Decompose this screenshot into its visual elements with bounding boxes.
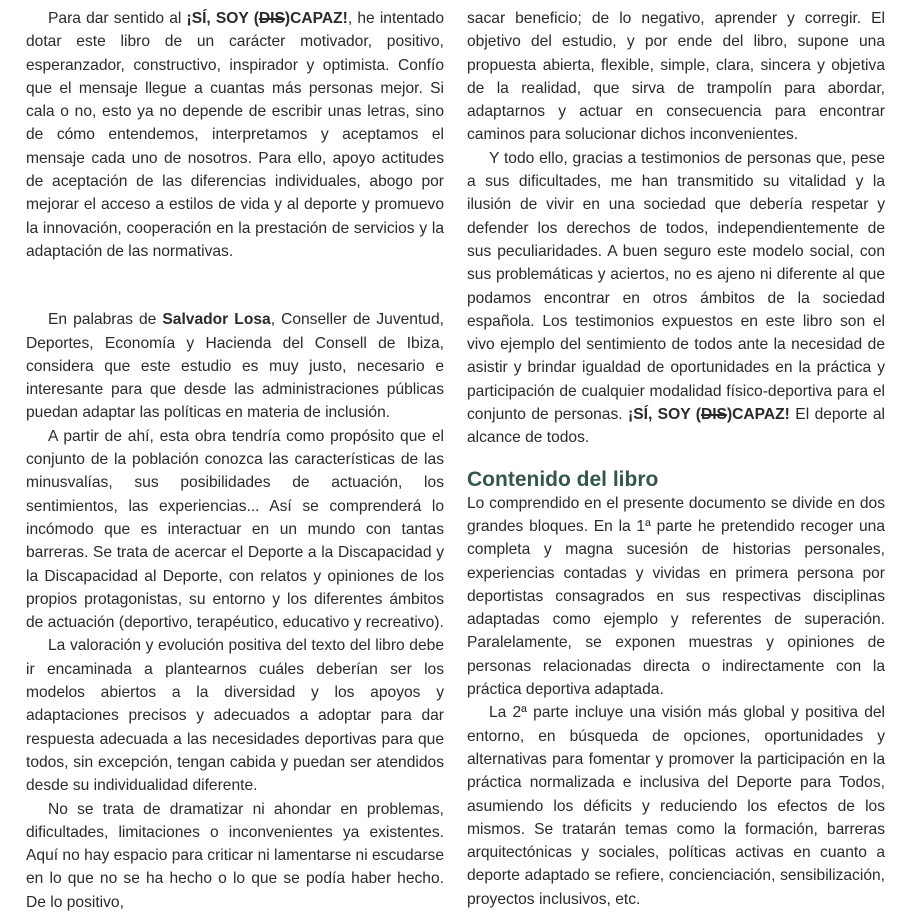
text: Y todo ello, gracias a testimonios de personas que, pese a sus dificultades, me han transmitido su vitalidad y la ilusión de vivir en una sociedad que debería respetar y defender los derechos de todos, independientemente de sus peculiaridades. A buen seguro este modelo social, con sus problemáticas y aciertos, no es ajeno ni diferente al que podamos encontrar en otros ámbitos de la sociedad española. Los testimonios expuestos en este libro son el vivo ejemplo del sentimiento de todos ante la necesidad de asistir y brindar igualdad de oportunidades en la práctica y participación de cualquier modalidad físico-deportiva para el conjunto de personas. [467, 149, 885, 424]
person-name: Salvador Losa [162, 311, 271, 329]
testimonies-paragraph [467, 147, 885, 450]
purpose-paragraph: A partir de ahí, esta obra tendría como propósito que el conjunto de la población conozca las características de las minusvalías, sus posibilidades de actuación, los sentimientos, las experiencias... Así se comprenderá lo incómodo que es interactuar en un mundo con tantas barreras. Se trata de acercar el Deporte a la Discapacidad y la Discapacidad al Deporte, con relatos y opiniones de los propios protagonistas, su entorno y los diferentes ámbitos de actuación (deportivo, terapéutico, educativo y recreativo). [26, 427, 444, 632]
text: , he intentado dotar este libro de un carácter motivador, positivo, esperanzador, constructivo, inspirador y optimista. Confío que el mensaje llegue a cuantas más personas mejor. Si cala o no, esto ya no depende de escribir unas letras, sino de cómo entendemos, interpretamos y aceptamos el mensaje cada uno de nosotros. Para ello, apoyo actitudes de aceptación de las diferencias individuales, abogo por mejorar el acceso a estilos de vida y al deporte y promuevo la innovación, cooperación en la prestación de servicios y la adaptación de las normativas. [26, 10, 444, 260]
brand-name: ¡SÍ, SOY (DIS)CAPAZ! [186, 10, 348, 27]
brand-name: ¡SÍ, SOY (DIS)CAPAZ! [628, 406, 790, 424]
no-drama-paragraph: No se trata de dramatizar ni ahondar en problemas, dificultades, limitaciones o inconvenientes ya existentes. Aquí no hay espacio para criticar ni lamentarse ni escudarse en lo que no se ha hecho o lo que se podía haber hecho. De lo positivo, [26, 800, 444, 911]
quote-paragraph [26, 308, 444, 424]
intro-paragraph [26, 7, 444, 263]
text: En palabras de [48, 311, 163, 329]
text: El deporte al alcance de todos. [467, 406, 886, 447]
part-two-paragraph: La 2ª parte incluye una visión más global y positiva del entorno, en búsqueda de opciones, oportunidades y alternativas para fomentar y promover la participación en la práctica normalizada e inclusiva del Deporte para Todos, asumiendo los déficits y reduciendo los efectos de los mismos. Se tratarán temas como la formación, barreras arquitectónicas y sociales, políticas activas en cuanto a deporte adaptado se refiere, concienciación, sensibilización, proyectos inclusivos, etc. [467, 704, 885, 908]
left-column [26, 7, 444, 914]
continued-paragraph: sacar beneficio; de lo negativo, aprender y corregir. El objetivo del estudio, y por ende del libro, supone una propuesta abierta, flexible, simple, clara, sincera y objetiva de la realidad, que sirva de trampolín para abordar, adaptarnos y actuar en consecuencia para encontrar caminos para solucionar dichos inconvenientes. [467, 10, 885, 144]
section-heading: Contenido del libro [467, 467, 659, 491]
text: , Conseller de Juventud, Deportes, Economía y Hacienda del Consell de Ibiza, considera que este estudio es muy justo, necesario e interesante para que desde las administraciones públicas puedan adaptar las políticas en materia de inclusión. [26, 311, 444, 422]
contents-paragraph: Lo comprendido en el presente documento se divide en dos grandes bloques. En la 1ª parte he pretendido recoger una completa y magna sucesión de historias personales, experiencias contadas y vividas en primera persona por deportistas consagrados en sus respectivas disciplinas adaptadas como ejemplo y referentes de superación. Paralelamente, se exponen muestras y opiniones de personas relacionadas directa o indirectamente con la práctica deportiva adaptada. [467, 494, 885, 699]
right-column [467, 7, 885, 911]
evaluation-paragraph: La valoración y evolución positiva del texto del libro debe ir encaminada a plantearnos cuáles deberían ser los modelos abiertos a la diversidad y los apoyos y adaptaciones precisos y adecuados a adoptar para dar respuesta adecuada a las necesidades deportivas para que todos, sin excepción, tengan cabida y puedan ser atendidos desde su individualidad diferente. [26, 637, 444, 795]
text: Para dar sentido al [48, 10, 187, 27]
